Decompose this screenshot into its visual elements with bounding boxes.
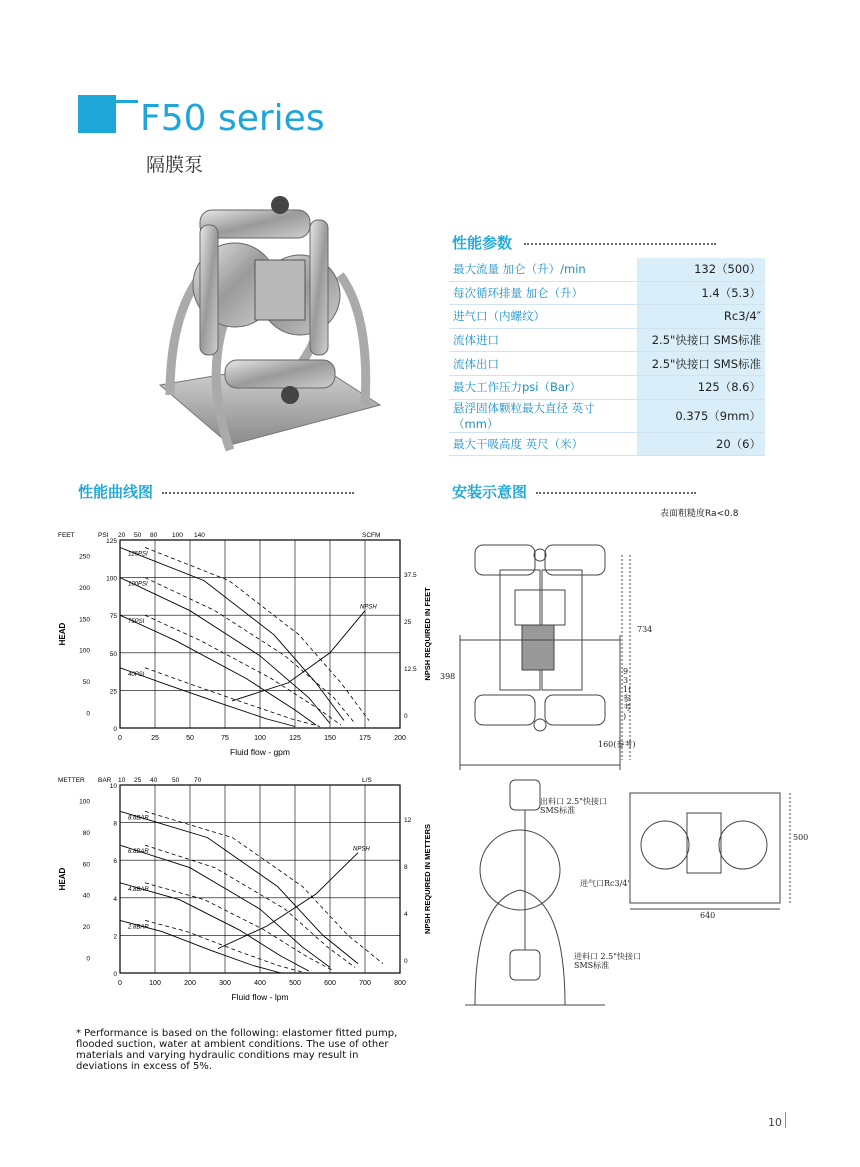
x-tick-label: 700	[359, 980, 371, 987]
footnote: * Performance is based on the following: elastomer fitted pump, flooded suction, water at ambient conditions. The use of other materials and varying hydraulic conditions may result in deviations in excess of 5%.	[76, 1028, 398, 1072]
y-tick-label-outer: 150	[79, 616, 90, 624]
table-row: 最大干吸高度 英尺（米） 20（6）	[449, 432, 765, 456]
series-label: 100PSI	[128, 581, 148, 588]
scfm-tick-label: 20	[118, 532, 126, 539]
performance-chart-lpm	[55, 773, 432, 1008]
x-tick-label: 100	[149, 980, 161, 987]
x-tick-label: 125	[289, 735, 301, 742]
heading-dots	[162, 492, 354, 494]
y-axis-label: HEAD	[58, 867, 67, 891]
air-consumption-line	[145, 883, 334, 971]
page-title: F50 series	[140, 98, 325, 139]
series-label: 6.8BAR	[128, 849, 149, 856]
series-label: NPSH	[353, 846, 370, 853]
page-subtitle: 隔膜泵	[146, 154, 204, 176]
brand-line	[116, 100, 138, 103]
table-row: 每次循环排量 加仑（升） 1.4（5.3）	[449, 281, 765, 305]
table-row: 悬浮固体颗粒最大直径 英寸（mm） 0.375（9mm）	[449, 399, 765, 432]
y-tick-label-outer: 250	[79, 553, 90, 561]
npsh-tick-label: 8	[404, 864, 408, 871]
y-tick-label: 25	[109, 688, 117, 696]
unit-label: FEET	[58, 532, 75, 539]
y-tick-label: 0	[113, 726, 117, 733]
x-tick-label: 200	[184, 980, 196, 987]
scfm-tick-label: 50	[134, 532, 142, 539]
y-tick-label: 50	[109, 650, 117, 658]
dim-931: 931(参考)	[623, 667, 632, 721]
npsh-tick-label: 25	[404, 619, 412, 626]
y-tick-label: 10	[109, 783, 117, 790]
npsh-tick-label: 12	[404, 817, 412, 824]
y-tick-label-outer: 80	[82, 830, 90, 837]
y-tick-label: 100	[106, 575, 117, 583]
scfm-tick-label: 50	[172, 777, 180, 784]
series-line	[120, 548, 344, 721]
scfm-label: SCFM	[362, 532, 381, 539]
pump-photo	[140, 165, 390, 475]
x-tick-label: 0	[118, 980, 122, 987]
y-tick-label-outer: 20	[82, 924, 90, 931]
npsh-tick-label: 4	[404, 911, 408, 918]
outlet-label: 出料口 2.5"快接口 SMS标准	[540, 797, 607, 815]
npsh-tick-label: 0	[404, 713, 408, 720]
table-row: 最大工作压力psi（Bar） 125（8.6）	[449, 375, 765, 399]
page-number: 10	[768, 1116, 782, 1129]
x-tick-label: 100	[254, 735, 266, 742]
series-label: 75PSI	[128, 619, 145, 626]
table-row: 流体进口 2.5"快接口 SMS标准	[449, 328, 765, 352]
dim-734: 734	[637, 625, 653, 634]
x-axis-label: Fluid flow - gpm	[230, 747, 290, 757]
dim-160: 160(参考)	[598, 740, 636, 749]
y2-axis-label: NPSH REQUIRED IN METTERS	[423, 823, 432, 935]
unit-label: BAR	[98, 777, 112, 784]
front-view-drawing	[430, 530, 660, 770]
series-label: 4.8BAR	[128, 886, 149, 893]
npsh-tick-label: 0	[404, 958, 408, 965]
scfm-tick-label: 80	[150, 532, 158, 539]
y2-axis-label: NPSH REQUIRED IN FEET	[423, 587, 432, 681]
x-axis-label: Fluid flow - lpm	[231, 992, 289, 1002]
series-label: 8.6BAR	[128, 815, 149, 822]
y-tick-label-outer: 50	[82, 679, 90, 686]
dim-398: 398	[440, 672, 456, 681]
x-tick-label: 0	[118, 735, 122, 742]
scfm-label: L/S	[362, 777, 372, 784]
spec-table	[449, 258, 765, 456]
y-tick-label: 8	[113, 820, 117, 828]
series-label: 125PSI	[128, 551, 148, 558]
y-tick-label-outer: 100	[79, 798, 90, 806]
series-label: NPSH	[360, 604, 377, 611]
dim-640: 640	[700, 911, 716, 920]
heading-dots	[524, 243, 716, 245]
roughness-note: 表面粗糙度Ra<0.8	[660, 509, 739, 519]
x-tick-label: 175	[359, 735, 371, 742]
series-line	[232, 611, 365, 701]
series-line	[120, 668, 295, 727]
air-consumption-line	[145, 615, 341, 725]
table-row: 流体出口 2.5"快接口 SMS标准	[449, 352, 765, 376]
top-view-drawing	[625, 783, 810, 918]
table-row: 最大流量 加仑（升）/min 132（500）	[449, 258, 765, 281]
x-tick-label: 150	[324, 735, 336, 742]
y-tick-label: 2	[113, 933, 117, 941]
curves-heading: 性能曲线图	[78, 483, 154, 501]
scfm-tick-label: 100	[172, 532, 183, 539]
y-tick-label-outer: 60	[82, 861, 90, 869]
specs-heading: 性能参数	[452, 234, 513, 252]
scfm-tick-label: 140	[194, 532, 205, 539]
y-axis-label: HEAD	[58, 622, 67, 646]
y-tick-label: 6	[113, 858, 117, 866]
scfm-tick-label: 70	[194, 777, 202, 784]
inlet-label: 进料口 2.5"快接口 SMS标准	[574, 952, 641, 970]
y-tick-label-outer: 40	[82, 892, 90, 900]
x-tick-label: 500	[289, 980, 301, 987]
npsh-tick-label: 37.5	[404, 572, 417, 579]
page-bar	[785, 1112, 786, 1128]
air-consumption-line	[145, 578, 355, 724]
y-tick-label: 75	[109, 613, 117, 621]
x-tick-label: 600	[324, 980, 336, 987]
x-tick-label: 50	[186, 735, 194, 742]
install-heading: 安装示意图	[452, 483, 528, 501]
scfm-tick-label: 25	[134, 777, 142, 784]
y-tick-label-outer: 0	[86, 710, 90, 718]
npsh-tick-label: 12.5	[404, 666, 417, 673]
scfm-tick-label: 40	[150, 777, 158, 784]
x-tick-label: 400	[254, 980, 266, 987]
air-consumption-line	[145, 548, 369, 721]
air-consumption-line	[145, 811, 383, 963]
heading-dots	[536, 492, 696, 494]
series-label: 2.8BAR	[128, 924, 149, 931]
y-tick-label-outer: 100	[79, 647, 90, 655]
scfm-tick-label: 10	[118, 777, 126, 784]
x-tick-label: 300	[219, 980, 231, 987]
unit-label: PSI	[98, 532, 109, 539]
y-tick-label: 4	[113, 895, 117, 903]
y-tick-label: 125	[106, 538, 117, 545]
performance-chart-gpm	[55, 528, 432, 760]
series-label: 40PSI	[128, 671, 145, 678]
brand-block	[78, 95, 116, 133]
dim-500: 500	[793, 833, 809, 842]
x-tick-label: 75	[221, 735, 229, 742]
unit-label: METTER	[58, 777, 85, 784]
table-row: 进气口（内螺纹） Rc3/4″	[449, 305, 765, 329]
y-tick-label-outer: 200	[79, 585, 90, 592]
y-tick-label: 0	[113, 971, 117, 978]
air-consumption-line	[145, 668, 320, 727]
y-tick-label-outer: 0	[86, 955, 90, 963]
x-tick-label: 800	[394, 980, 406, 987]
x-tick-label: 25	[151, 735, 159, 742]
x-tick-label: 200	[394, 735, 406, 742]
air-inlet-label: 进气口Rc3/4"	[580, 879, 632, 888]
series-line	[120, 615, 316, 725]
